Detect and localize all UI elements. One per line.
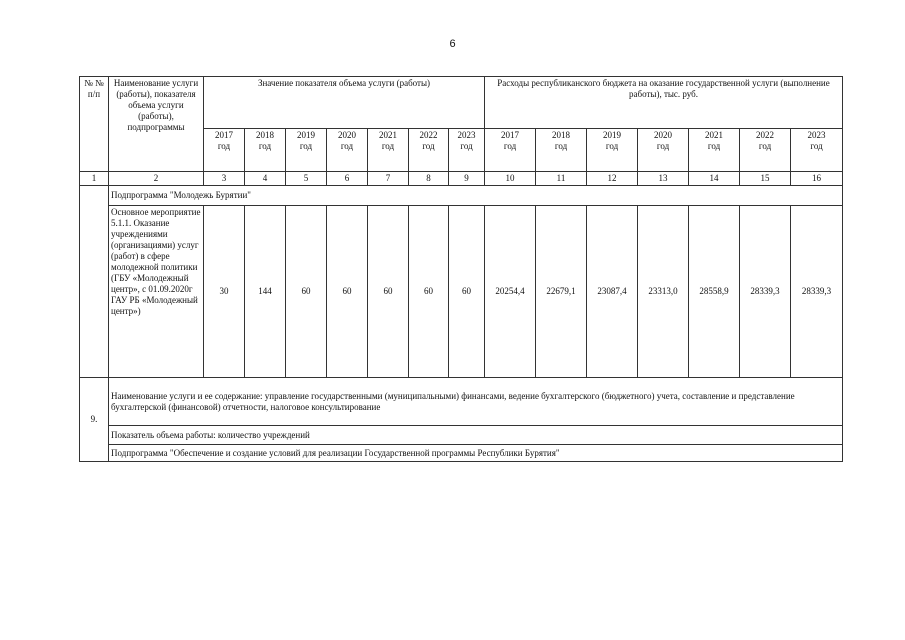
column-number: 3 xyxy=(204,172,245,186)
year-cell: 2017 год xyxy=(204,129,245,172)
year-cell: 2022 год xyxy=(409,129,449,172)
volume-value: 60 xyxy=(286,206,327,378)
service-description: Наименование услуги и ее содержание: управление государственными (муниципальными) финансами, ведение бухгалтерского (бюджетного) учета, составление и представление бухгалтерской (финансовой) отчетности, налоговое консультирование xyxy=(109,378,843,426)
item-number: 9. xyxy=(80,378,109,462)
year-cell: 2018 год xyxy=(536,129,587,172)
column-number: 16 xyxy=(791,172,843,186)
year-cell: 2019 год xyxy=(587,129,638,172)
column-number: 11 xyxy=(536,172,587,186)
year-cell: 2018 год xyxy=(245,129,286,172)
budget-value: 28339,3 xyxy=(791,206,843,378)
column-number: 2 xyxy=(109,172,204,186)
year-cell: 2020 год xyxy=(327,129,368,172)
header-budget: Расходы республиканского бюджета на оказание государственной услуги (выполнение работы), тыс. руб. xyxy=(485,77,843,129)
volume-value: 30 xyxy=(204,206,245,378)
column-number: 10 xyxy=(485,172,536,186)
volume-value: 60 xyxy=(449,206,485,378)
subprogram-support: Подпрограмма "Обеспечение и создание условий для реализации Государственной программы Республики Бурятия" xyxy=(109,445,843,462)
year-cell: 2017 год xyxy=(485,129,536,172)
column-numbers-row xyxy=(80,172,843,186)
header-number: № № п/п xyxy=(80,77,109,172)
column-number: 13 xyxy=(638,172,689,186)
empty-number-cell xyxy=(80,186,109,378)
page-number: 6 xyxy=(449,38,456,50)
year-cell: 2023 год xyxy=(791,129,843,172)
column-number: 8 xyxy=(409,172,449,186)
year-cell: 2022 год xyxy=(740,129,791,172)
subprogram-youth: Подпрограмма "Молодежь Бурятии" xyxy=(109,186,843,206)
header-name: Наименование услуги (работы), показателя объема услуги (работы), подпрограммы xyxy=(109,77,204,172)
services-table xyxy=(79,76,843,462)
volume-indicator: Показатель объема работы: количество учреждений xyxy=(109,426,843,445)
column-number: 4 xyxy=(245,172,286,186)
year-cell: 2020 год xyxy=(638,129,689,172)
column-number: 14 xyxy=(689,172,740,186)
header-volume: Значение показателя объема услуги (работы) xyxy=(204,77,485,129)
column-number: 7 xyxy=(368,172,409,186)
budget-value: 23087,4 xyxy=(587,206,638,378)
activity-name: Основное мероприятие 5.1.1. Оказание учреждениями (организациями) услуг (работ) в сфере молодежной политики (ГБУ «Молодежный центр», с 01.09.2020г ГАУ РБ «Молодежный центр») xyxy=(109,206,204,378)
year-cell: 2023 год xyxy=(449,129,485,172)
budget-value: 23313,0 xyxy=(638,206,689,378)
column-number: 5 xyxy=(286,172,327,186)
volume-value: 60 xyxy=(409,206,449,378)
budget-value: 20254,4 xyxy=(485,206,536,378)
volume-value: 60 xyxy=(368,206,409,378)
activity-row xyxy=(80,206,843,378)
budget-value: 22679,1 xyxy=(536,206,587,378)
budget-value: 28558,9 xyxy=(689,206,740,378)
column-number: 12 xyxy=(587,172,638,186)
column-number: 9 xyxy=(449,172,485,186)
column-number: 15 xyxy=(740,172,791,186)
year-cell: 2021 год xyxy=(689,129,740,172)
year-cell: 2019 год xyxy=(286,129,327,172)
budget-value: 28339,3 xyxy=(740,206,791,378)
column-number: 1 xyxy=(80,172,109,186)
year-cell: 2021 год xyxy=(368,129,409,172)
column-number: 6 xyxy=(327,172,368,186)
volume-value: 60 xyxy=(327,206,368,378)
volume-value: 144 xyxy=(245,206,286,378)
